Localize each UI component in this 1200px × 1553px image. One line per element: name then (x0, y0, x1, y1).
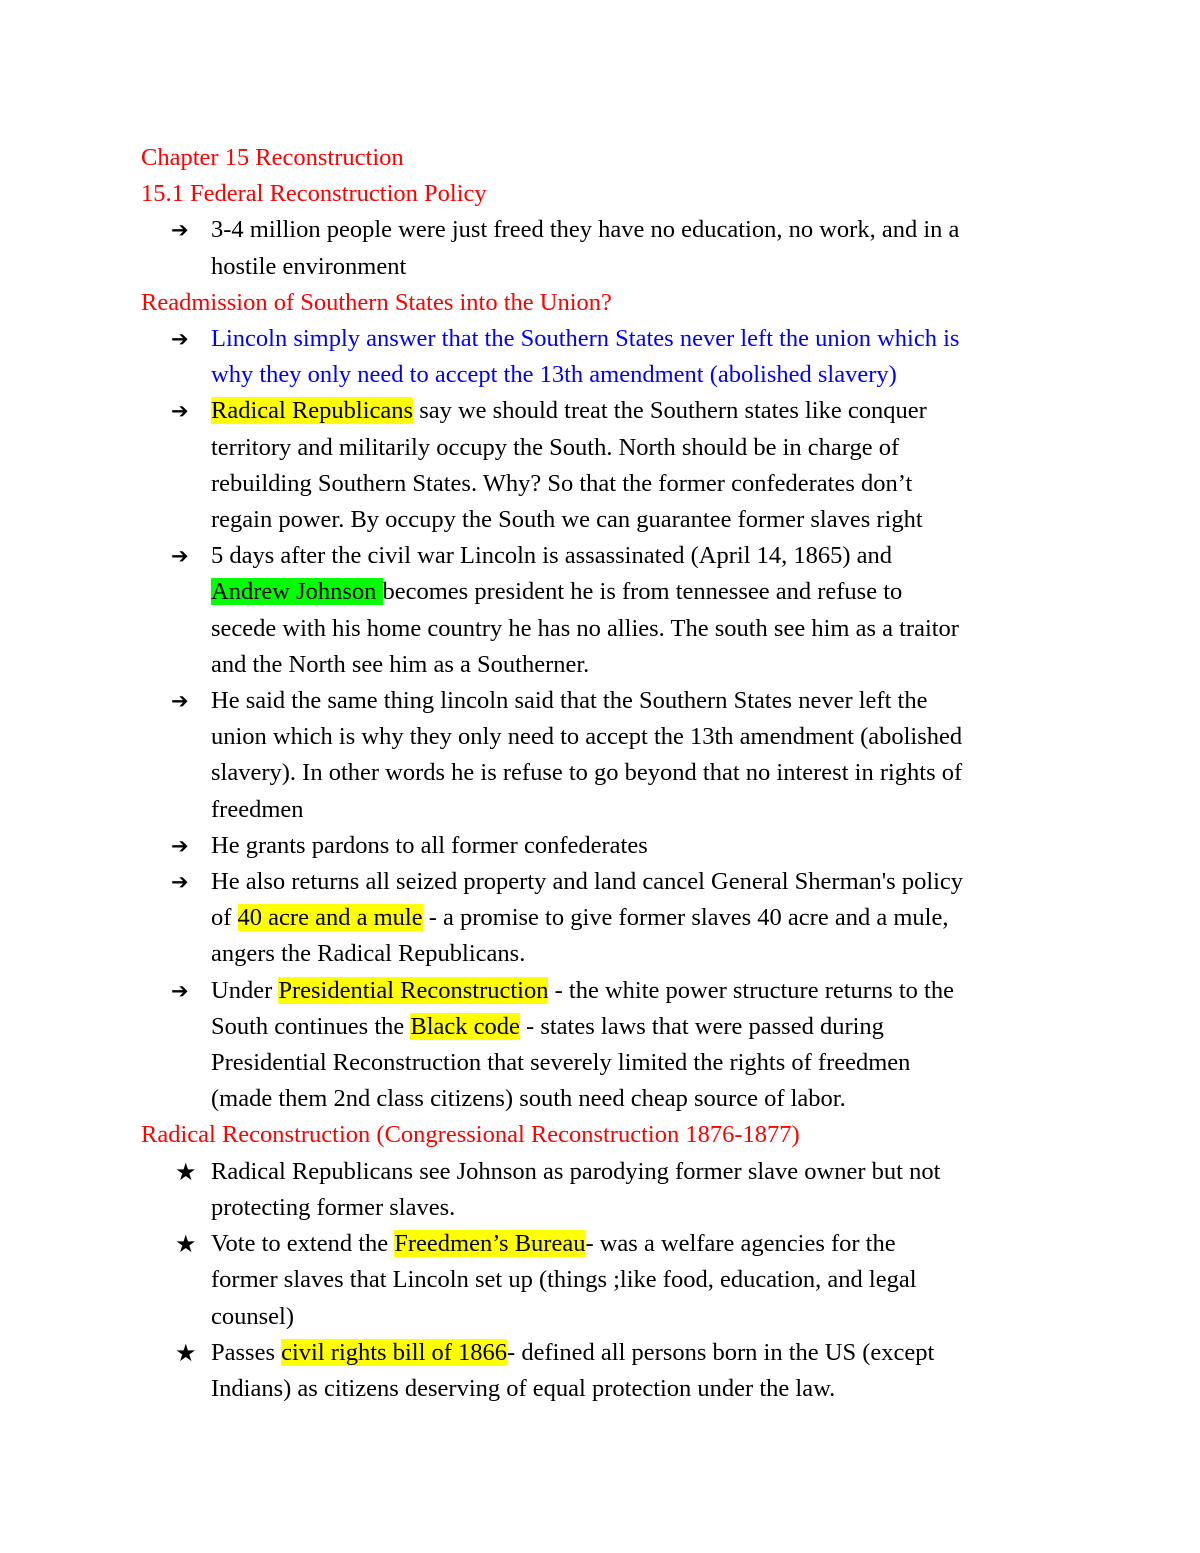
text-span: - a promise to give former slaves 40 acre and a mule, (422, 904, 949, 932)
arrow-bullet-icon: ➔ (171, 689, 189, 714)
text-line: freedmen (211, 795, 304, 823)
radical-reconstruction-heading: Radical Reconstruction (Congressional Reconstruction 1876-1877) (141, 1121, 800, 1149)
text-line: He said the same thing lincoln said that the Southern States never left the (211, 687, 928, 715)
highlighted-term: civil rights bill of 1866 (281, 1338, 508, 1366)
arrow-bullet-icon: ➔ (171, 327, 189, 352)
arrow-bullet-icon: ➔ (171, 544, 189, 569)
text-line (211, 393, 1071, 429)
text-line: 3-4 million people were just freed they have no education, no work, and in a (211, 216, 960, 244)
text-span: Passes (211, 1338, 282, 1366)
highlighted-term: Presidential Reconstruction (278, 976, 549, 1004)
star-bullet-icon: ★ (175, 1230, 197, 1259)
text-line: union which is why they only need to accept the 13th amendment (abolished (211, 723, 963, 751)
text-line (211, 1009, 1071, 1045)
list-item-freedmens-bureau (141, 1226, 1071, 1335)
text-line: hostile environment (211, 252, 407, 280)
text-span: of (211, 904, 238, 932)
text-line: regain power. By occupy the South we can guarantee former slaves right (211, 506, 923, 534)
readmission-heading: Readmission of Southern States into the Union? (141, 288, 612, 316)
text-line: and the North see him as a Southerner. (211, 650, 590, 678)
list-item-pardons (141, 828, 1071, 864)
chapter-title: Chapter 15 Reconstruction (141, 144, 404, 171)
highlighted-term: Radical Republicans (211, 397, 414, 425)
text-span: - states laws that were passed during (519, 1012, 884, 1040)
arrow-bullet-icon: ➔ (171, 833, 189, 858)
list-item-same-thing (141, 683, 1071, 828)
text-span: Vote to extend the (211, 1230, 395, 1258)
text-span: becomes president he is from tennessee and refuse to (382, 578, 903, 606)
document-body (141, 140, 1071, 1407)
list-item-intro (141, 212, 1071, 284)
list-item-returns (141, 864, 1071, 973)
section-title: 15.1 Federal Reconstruction Policy (141, 180, 487, 208)
text-line: Presidential Reconstruction that severely limited the rights of freedmen (211, 1049, 911, 1077)
highlighted-term: Freedmen’s Bureau (394, 1230, 586, 1258)
text-line: counsel) (211, 1302, 294, 1330)
list-item-parodying (141, 1154, 1071, 1226)
text-line: 5 days after the civil war Lincoln is assassinated (April 14, 1865) and (211, 542, 893, 570)
list-item-assassination (141, 538, 1071, 683)
text-span: - was a welfare agencies for the (585, 1230, 896, 1258)
text-line: angers the Radical Republicans. (211, 940, 526, 968)
text-line (211, 574, 1071, 610)
text-line: Lincoln simply answer that the Southern States never left the union which is (211, 325, 960, 353)
text-line (211, 900, 1071, 936)
text-line: secede with his home country he has no allies. The south see him as a traitor (211, 614, 959, 642)
text-span: say we should treat the Southern states like conquer (413, 397, 927, 425)
text-line (211, 973, 1071, 1009)
text-line: Radical Republicans see Johnson as parodying former slave owner but not (211, 1157, 941, 1185)
highlighted-term: 40 acre and a mule (237, 904, 423, 932)
arrow-bullet-icon: ➔ (171, 978, 189, 1003)
list-item-radical-republicans (141, 393, 1071, 538)
arrow-bullet-icon: ➔ (171, 870, 189, 895)
star-bullet-icon: ★ (175, 1157, 197, 1186)
text-span: Under (211, 976, 279, 1004)
text-line: He grants pardons to all former confederates (211, 831, 648, 859)
text-line: protecting former slaves. (211, 1193, 456, 1221)
text-line (211, 1335, 1071, 1371)
text-line: rebuilding Southern States. Why? So that the former confederates don’t (211, 469, 913, 497)
text-span: South continues the (211, 1012, 411, 1040)
text-line: (made them 2nd class citizens) south need cheap source of labor. (211, 1085, 846, 1113)
arrow-bullet-icon: ➔ (171, 218, 189, 243)
star-bullet-icon: ★ (175, 1338, 197, 1367)
highlighted-term: Black code (410, 1012, 520, 1040)
text-span: - defined all persons born in the US (except (507, 1338, 935, 1366)
highlighted-term: Andrew Johnson (211, 578, 383, 606)
text-line (211, 1226, 1071, 1262)
text-line: territory and militarily occupy the South. North should be in charge of (211, 433, 900, 461)
text-line: why they only need to accept the 13th amendment (abolished slavery) (211, 361, 897, 389)
text-line: Indians) as citizens deserving of equal protection under the law. (211, 1374, 836, 1402)
arrow-bullet-icon: ➔ (171, 399, 189, 424)
list-item-civil-rights-bill (141, 1335, 1071, 1407)
list-item-presidential (141, 973, 1071, 1118)
text-line: former slaves that Lincoln set up (things ;like food, education, and legal (211, 1266, 917, 1294)
text-line: slavery). In other words he is refuse to go beyond that no interest in rights of (211, 759, 963, 787)
text-span: - the white power structure returns to the (548, 976, 954, 1004)
text-line: He also returns all seized property and land cancel General Sherman's policy (211, 868, 964, 896)
list-item-lincoln (141, 321, 1071, 393)
